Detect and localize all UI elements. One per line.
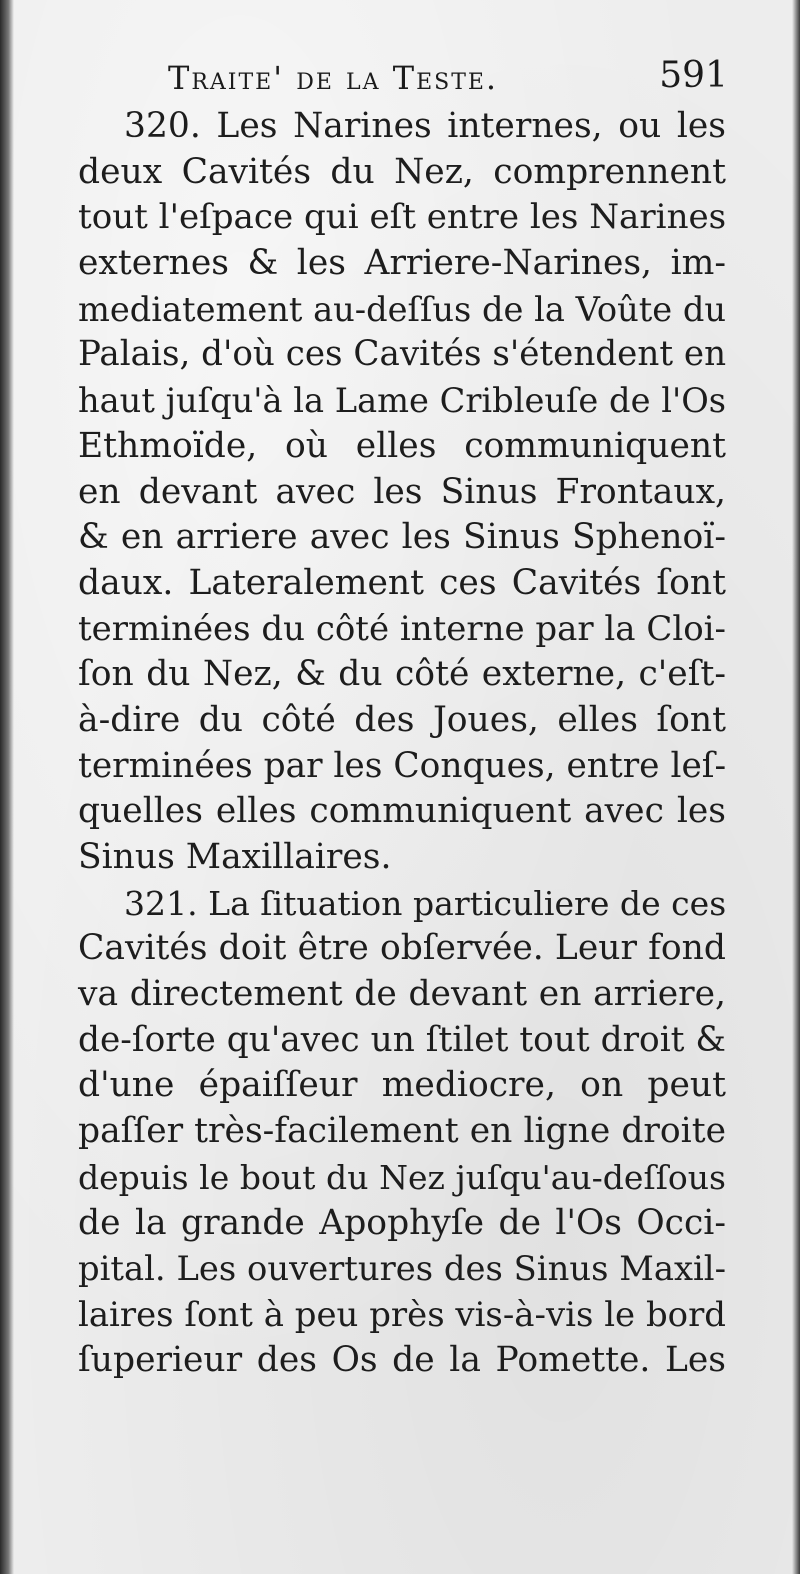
text-line: terminées du côté interne par la Cloi- [78, 608, 726, 649]
running-title: Traite' de la Teste. [168, 59, 499, 97]
text-line: ſon du Nez, & du côté externe, c'eſt- [78, 654, 726, 695]
text-line: pital. Les ouvertures des Sinus Maxil- [78, 1249, 726, 1289]
text-line: haut juſqu'à la Lame Cribleuſe de l'Os [78, 381, 726, 421]
text-line: tout l'eſpace qui eſt entre les Narines [78, 197, 727, 238]
page-number: 591 [659, 55, 728, 96]
text-line: quelles elles communiquent avec les [78, 791, 726, 832]
text-line: de-ſorte qu'avec un ſtilet tout droit & [78, 1019, 726, 1060]
text-line: 320. Les Narines internes, ou les [124, 106, 726, 146]
text-line: depuis le bout du Nez juſqu'au-deſſous [78, 1157, 726, 1197]
text-line: Palais, d'où ces Cavités s'étendent en [78, 334, 727, 375]
running-head [168, 55, 728, 103]
text-line: d'une épaiſſeur mediocre, on peut [78, 1065, 726, 1106]
page-edge-shadow-right [792, 0, 800, 1574]
paragraph-320 [78, 104, 726, 881]
paragraph-321 [78, 881, 726, 1384]
text-line: 321. La ſituation particuliere de ces [124, 883, 727, 923]
text-line: laires ſont à peu près vis-à-vis le bord [78, 1294, 726, 1334]
text-line: externes & les Arriere-Narines, im- [78, 243, 726, 284]
text-line: daux. Lateralement ces Cavités ſont [78, 562, 726, 603]
text-line: Ethmoïde, où elles communiquent [78, 425, 726, 466]
body-text [78, 104, 726, 1383]
text-line: de la grande Apophyſe de l'Os Occi- [78, 1202, 726, 1243]
text-line: à-dire du côté des Joues, elles ſont [78, 699, 726, 740]
text-line: Sinus Maxillaires. [78, 837, 392, 877]
text-line: mediatement au-deſſus de la Voûte du [78, 289, 726, 329]
text-line: en devant avec les Sinus Frontaux, [78, 471, 726, 512]
text-line: deux Cavités du Nez, comprennent [78, 151, 726, 192]
text-line: Cavités doit être obſervée. Leur fond [78, 928, 726, 969]
text-line: paſſer très-facilement en ligne droite [78, 1111, 726, 1152]
text-line: terminées par les Conques, entre leſ- [78, 745, 727, 786]
text-line: & en arriere avec les Sinus Sphenoï- [78, 517, 726, 558]
text-line: ſuperieur des Os de la Pomette. Les [78, 1339, 726, 1380]
text-line: va directement de devant en arriere, [78, 974, 726, 1015]
page-edge-shadow-left [0, 0, 14, 1574]
